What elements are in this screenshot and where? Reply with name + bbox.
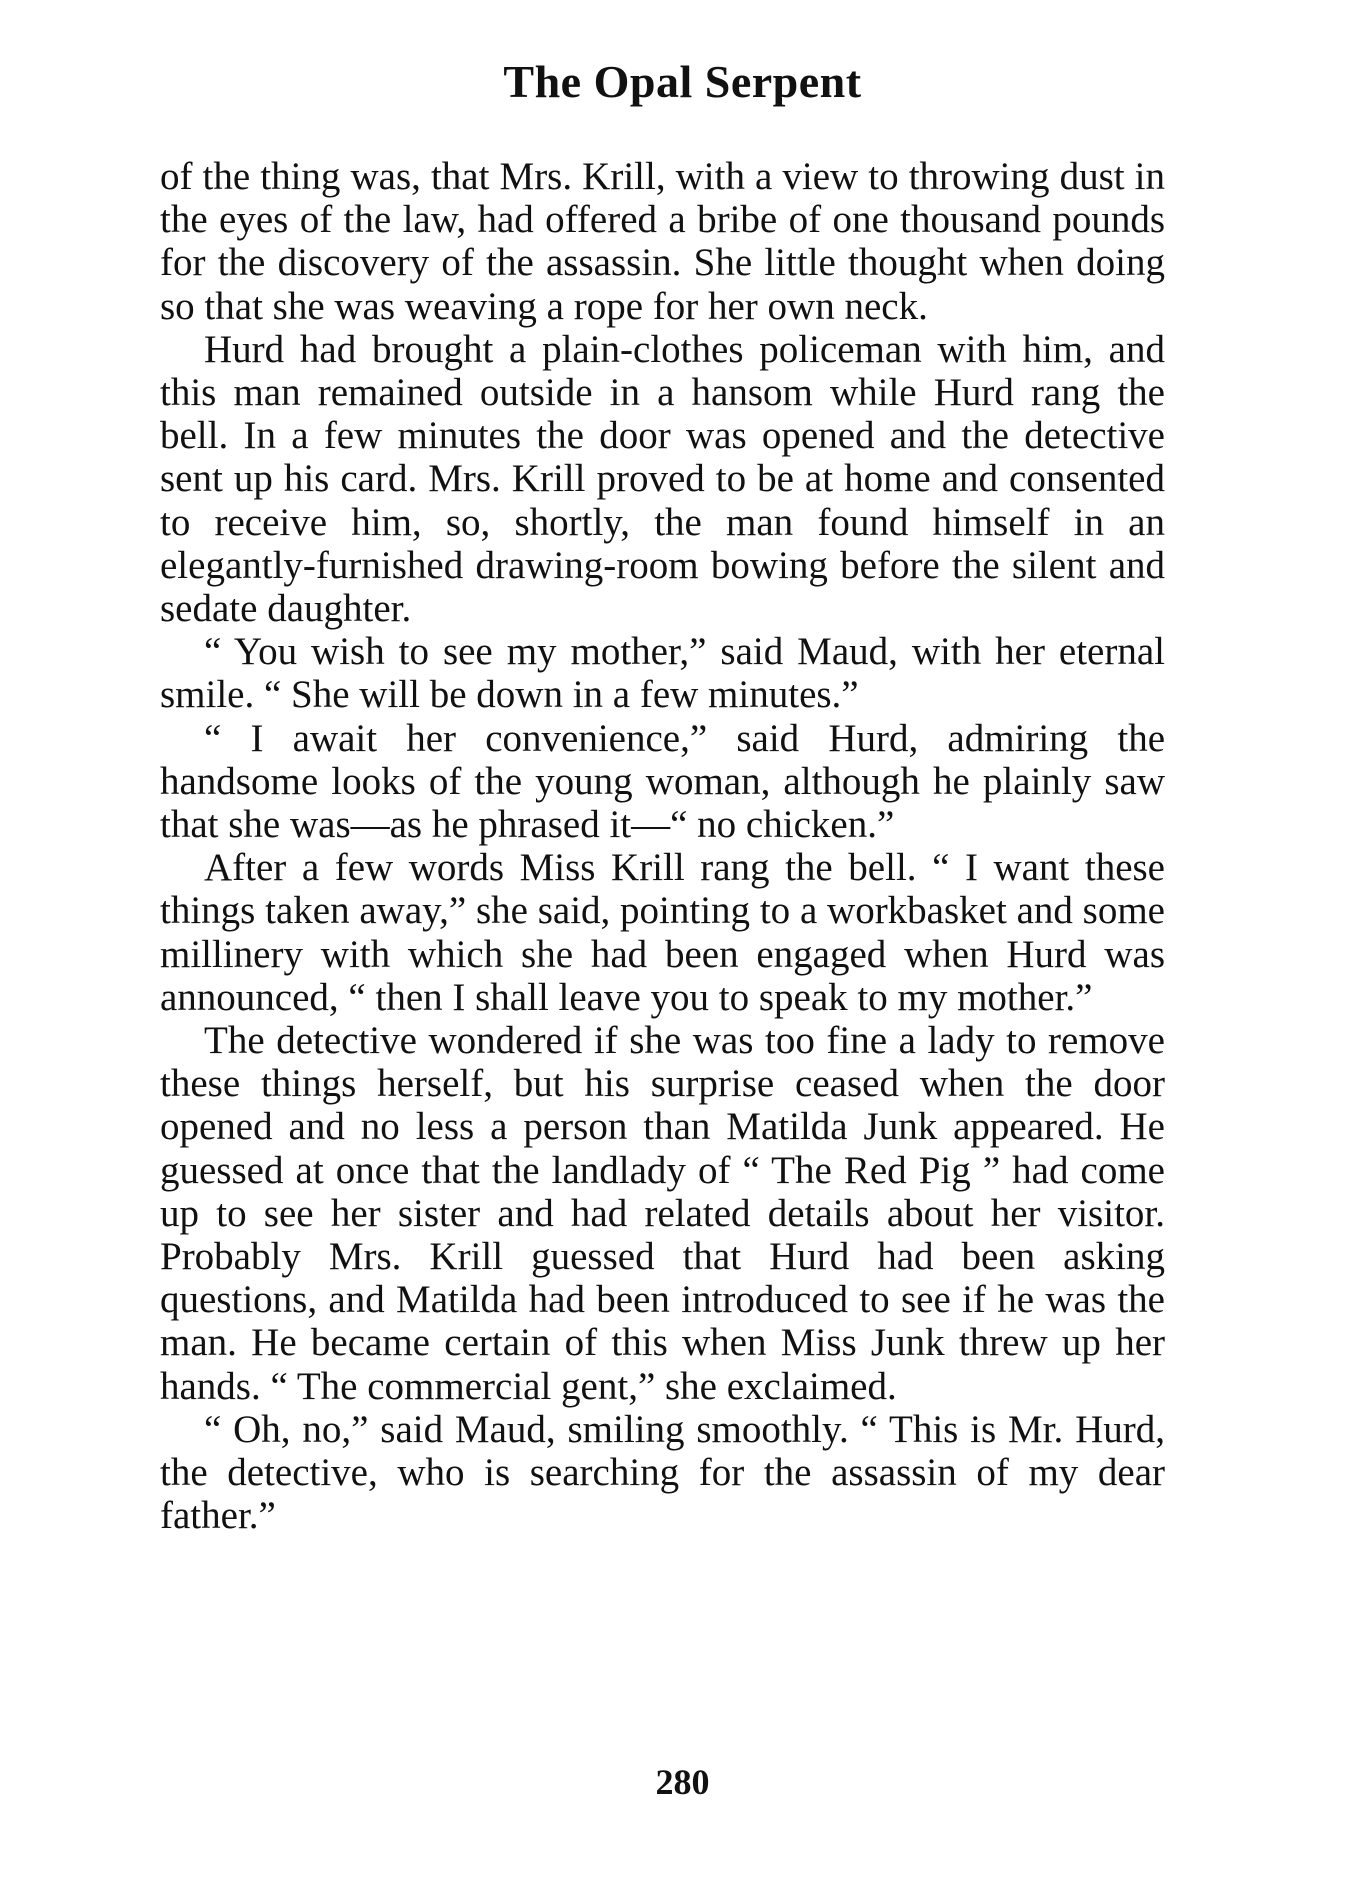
running-head: The Opal Serpent	[503, 56, 862, 107]
paragraph-4: “ I await her convenience,” said Hurd, admiring the handsome looks of the young woman, although he plainly saw that she was—as he phrased it—“ no chicken.”	[160, 716, 1165, 847]
paragraph-5: After a few words Miss Krill rang the bell. “ I want these things taken away,” she said, pointing to a workbasket and some millinery with which she had been engaged when Hurd was announced, “ then I shall leave you to speak to my mother.”	[160, 846, 1165, 1019]
page-number: 280	[655, 1762, 710, 1802]
paragraph-6: The detective wondered if she was too fine a lady to remove these things herself, but his surprise ceased when the door opened and no less a person than Matilda Junk appeared. He guessed at once that the landlady of “ The Red Pig ” had come up to see her sister and had related details about her visitor. Probably Mrs. Krill guessed that Hurd had been asking questions, and Matilda had been introduced to see if he was the man. He became certain of this when Miss Junk threw up her hands. “ The commercial gent,” she exclaimed.	[160, 1019, 1165, 1408]
paragraph-3: “ You wish to see my mother,” said Maud, with her eternal smile. “ She will be down in a few minutes.”	[160, 630, 1165, 717]
paragraph-1: of the thing was, that Mrs. Krill, with a view to throwing dust in the eyes of the law, had offered a bribe of one thousand pounds for the discovery of the assassin. She little thought when doing so that she was weaving a rope for her own neck.	[160, 155, 1165, 328]
paragraph-7: “ Oh, no,” said Maud, smiling smoothly. “ This is Mr. Hurd, the detective, who is searching for the assassin of my dear father.”	[160, 1407, 1165, 1538]
body-text	[160, 155, 1165, 1538]
paragraph-2: Hurd had brought a plain-clothes policeman with him, and this man remained outside in a hansom while Hurd rang the bell. In a few minutes the door was opened and the detective sent up his card. Mrs. Krill proved to be at home and consented to receive him, so, shortly, the man found himself in an elegantly-furnished drawing-room bowing before the silent and sedate daughter.	[160, 327, 1165, 631]
